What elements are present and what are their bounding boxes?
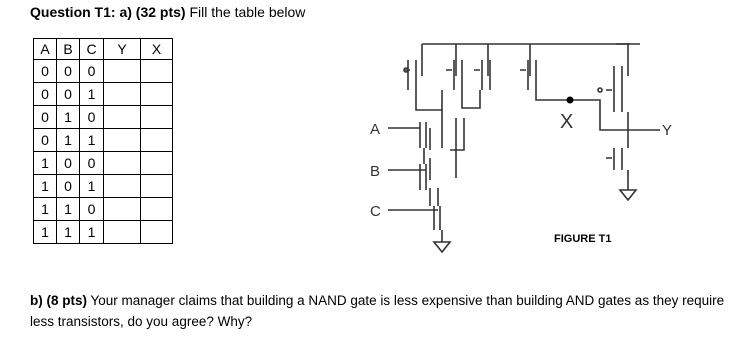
cell-a: 0 <box>34 60 57 83</box>
cell-y[interactable] <box>104 83 141 106</box>
input-a-label: A <box>370 121 381 138</box>
cell-c: 1 <box>80 175 104 198</box>
cell-c: 1 <box>80 83 104 106</box>
header-b: B <box>57 39 80 60</box>
truth-table-header <box>34 39 173 60</box>
cell-b: 0 <box>57 83 80 106</box>
cell-c: 1 <box>80 129 104 152</box>
cell-a: 1 <box>34 198 57 221</box>
table-row <box>34 175 173 198</box>
cell-a: 0 <box>34 106 57 129</box>
truth-table <box>33 38 173 244</box>
question-b-prefix: b) (8 pts) <box>30 293 87 308</box>
cell-y[interactable] <box>104 198 141 221</box>
node-x-label: X <box>560 111 574 133</box>
output-y-label: Y <box>662 122 673 139</box>
cell-b: 1 <box>57 106 80 129</box>
cell-y[interactable] <box>104 129 141 152</box>
cell-b: 0 <box>57 60 80 83</box>
cell-y[interactable] <box>104 106 141 129</box>
cell-b: 0 <box>57 152 80 175</box>
cell-x[interactable] <box>141 83 173 106</box>
cell-y[interactable] <box>104 60 141 83</box>
nmos-transistors <box>420 122 628 242</box>
cell-c: 1 <box>80 221 104 244</box>
cell-a: 1 <box>34 175 57 198</box>
question-b <box>30 290 740 332</box>
cell-x[interactable] <box>141 221 173 244</box>
header-x: X <box>141 39 173 60</box>
header-a: A <box>34 39 57 60</box>
pmos-transistors <box>404 44 628 112</box>
cell-x[interactable] <box>141 106 173 129</box>
cell-a: 1 <box>34 152 57 175</box>
table-row <box>34 83 173 106</box>
cell-a: 0 <box>34 83 57 106</box>
wires <box>416 90 660 180</box>
question-a-prefix: Question T1: a) (32 pts) <box>30 4 186 20</box>
cell-a: 1 <box>34 221 57 244</box>
cell-x[interactable] <box>141 152 173 175</box>
cell-x[interactable] <box>141 175 173 198</box>
cmos-circuit-figure <box>360 30 700 260</box>
table-row <box>34 221 173 244</box>
input-c-label: C <box>370 203 381 220</box>
table-row <box>34 152 173 175</box>
question-a-title <box>30 4 305 20</box>
vdd-rail <box>422 44 640 56</box>
table-row <box>34 60 173 83</box>
table-row <box>34 106 173 129</box>
cell-c: 0 <box>80 152 104 175</box>
cell-x[interactable] <box>141 60 173 83</box>
figure-caption: FIGURE T1 <box>554 233 612 245</box>
header-c: C <box>80 39 104 60</box>
cell-y[interactable] <box>104 221 141 244</box>
header-y: Y <box>104 39 141 60</box>
cell-c: 0 <box>80 198 104 221</box>
input-b-label: B <box>370 163 381 180</box>
cell-c: 0 <box>80 106 104 129</box>
question-a-text: Fill the table below <box>185 4 306 20</box>
cell-y[interactable] <box>104 152 141 175</box>
node-x-marker <box>567 97 574 104</box>
cell-c: 0 <box>80 60 104 83</box>
cell-a: 0 <box>34 129 57 152</box>
cell-x[interactable] <box>141 129 173 152</box>
cell-x[interactable] <box>141 198 173 221</box>
table-row <box>34 198 173 221</box>
question-b-text: Your manager claims that building a NAND gate is less expensive than building AND gates as they require less transistors, do you agree? Why? <box>30 293 725 329</box>
cell-b: 1 <box>57 198 80 221</box>
cell-b: 1 <box>57 129 80 152</box>
table-row <box>34 129 173 152</box>
cell-y[interactable] <box>104 175 141 198</box>
cell-b: 0 <box>57 175 80 198</box>
cell-b: 1 <box>57 221 80 244</box>
